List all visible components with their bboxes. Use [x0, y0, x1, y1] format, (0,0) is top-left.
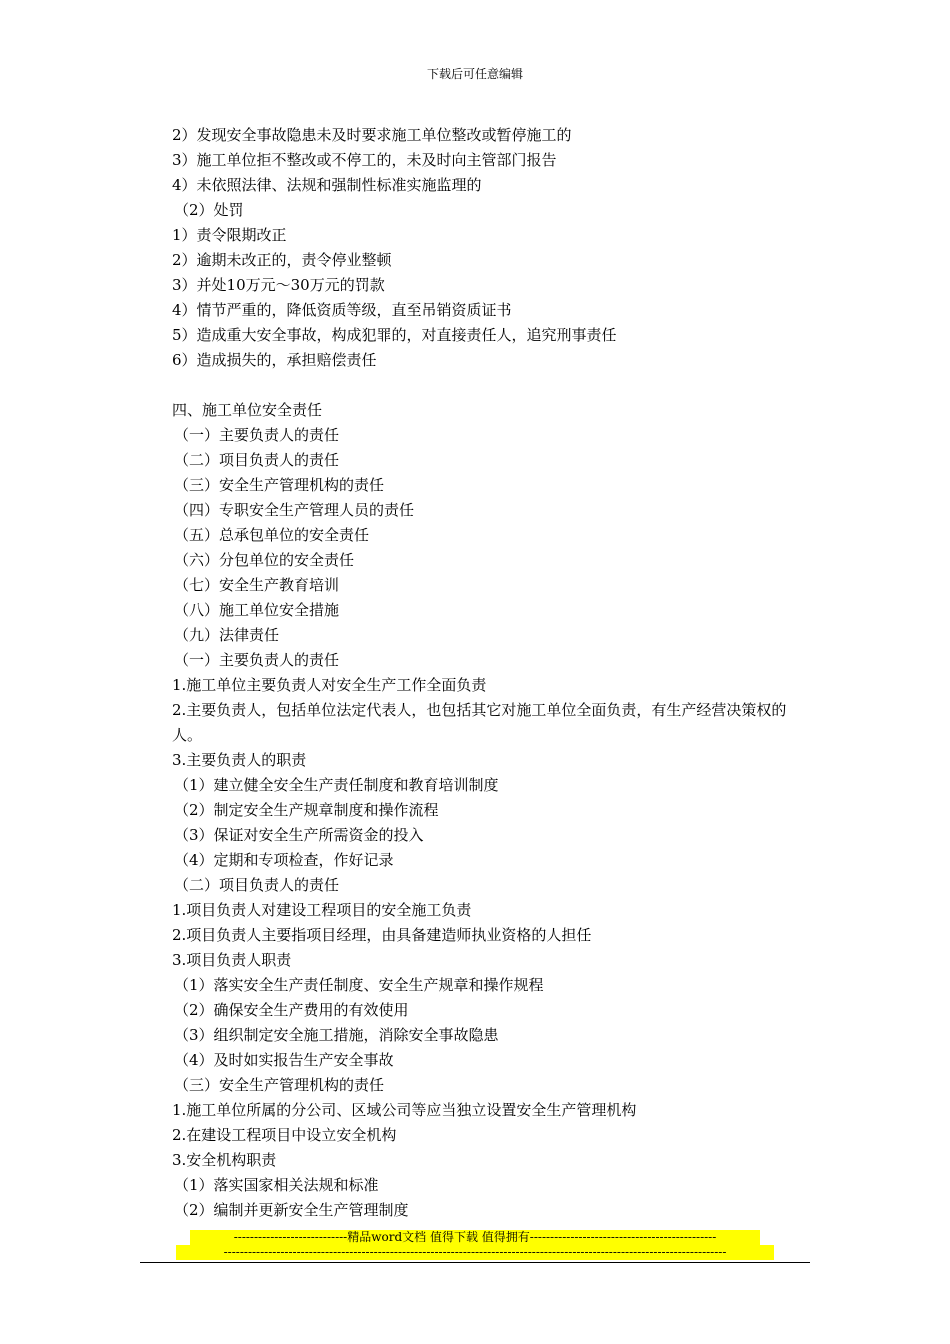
- text-line: （1）落实国家相关法规和标准: [174, 1176, 379, 1194]
- text-line: （2）制定安全生产规章制度和操作流程: [174, 801, 439, 819]
- text-line: 2）逾期未改正的，责令停业整顿: [172, 251, 392, 269]
- text-line: 1）责令限期改正: [172, 226, 287, 244]
- text-line: （七）安全生产教育培训: [174, 576, 340, 594]
- footer-divider: [140, 1262, 810, 1263]
- document-body: [140, 123, 810, 1223]
- text-line: （2）确保安全生产费用的有效使用: [174, 1001, 409, 1019]
- text-line: （九）法律责任: [174, 626, 280, 644]
- text-line: （2）处罚: [174, 201, 244, 219]
- text-line: 4）情节严重的，降低资质等级，直至吊销资质证书: [172, 301, 512, 319]
- text-line: （二）项目负责人的责任: [174, 876, 340, 894]
- text-line: （二）项目负责人的责任: [174, 451, 340, 469]
- text-line: 2）发现安全事故隐患未及时要求施工单位整改或暂停施工的: [172, 126, 572, 144]
- text-line: （三）安全生产管理机构的责任: [174, 476, 385, 494]
- text-line: 2.在建设工程项目中设立安全机构: [172, 1126, 397, 1144]
- text-line: 1.施工单位所属的分公司、区域公司等应当独立设置安全生产管理机构: [172, 1101, 637, 1119]
- text-line: 4）未依照法律、法规和强制性标准实施监理的: [172, 176, 482, 194]
- text-line: （1）建立健全安全生产责任制度和教育培训制度: [174, 776, 499, 794]
- text-line: （八）施工单位安全措施: [174, 601, 340, 619]
- text-line: 1.施工单位主要负责人对安全生产工作全面负责: [172, 676, 487, 694]
- text-line: 3.安全机构职责: [172, 1151, 277, 1169]
- text-line: （1）落实安全生产责任制度、安全生产规章和操作规程: [174, 976, 544, 994]
- text-line: （3）组织制定安全施工措施，消除安全事故隐患: [174, 1026, 499, 1044]
- text-line: （一）主要负责人的责任: [174, 651, 340, 669]
- text-line: （3）保证对安全生产所需资金的投入: [174, 826, 424, 844]
- text-line: 3.项目负责人职责: [172, 951, 292, 969]
- text-line: 3）施工单位拒不整改或不停工的，未及时向主管部门报告: [172, 151, 557, 169]
- text-line: （三）安全生产管理机构的责任: [174, 1076, 385, 1094]
- footer-highlight-dashes: ----------------------------------------------------------------------------------------------------------------------------: [176, 1245, 774, 1260]
- text-line: （六）分包单位的安全责任: [174, 551, 355, 569]
- text-line: （2）编制并更新安全生产管理制度: [174, 1201, 409, 1219]
- text-line: （五）总承包单位的安全责任: [174, 526, 370, 544]
- text-line: （四）专职安全生产管理人员的责任: [174, 501, 415, 519]
- text-line: （一）主要负责人的责任: [174, 426, 340, 444]
- text-line: 1.项目负责人对建设工程项目的安全施工负责: [172, 901, 472, 919]
- text-line: （4）及时如实报告生产安全事故: [174, 1051, 394, 1069]
- text-line: 3）并处10万元～30万元的罚款: [172, 276, 385, 294]
- page-header: 下载后可任意编辑: [426, 67, 523, 81]
- text-line: （4）定期和专项检查，作好记录: [174, 851, 394, 869]
- footer-highlight-text: ----------------------------精品word文档 值得下载 值得拥有----------------------------------------------: [190, 1230, 760, 1245]
- section-heading: 四、施工单位安全责任: [172, 401, 323, 419]
- blank-line: [140, 373, 810, 398]
- text-line: 6）造成损失的，承担赔偿责任: [172, 351, 377, 369]
- text-line: 5）造成重大安全事故，构成犯罪的，对直接责任人，追究刑事责任: [172, 326, 617, 344]
- text-line: 3.主要负责人的职责: [172, 751, 307, 769]
- text-line: 2.项目负责人主要指项目经理，由具备建造师执业资格的人担任: [172, 926, 592, 944]
- text-paragraph: 2.主要负责人，包括单位法定代表人，也包括其它对施工单位全面负责，有生产经营决策权的人。: [172, 701, 787, 744]
